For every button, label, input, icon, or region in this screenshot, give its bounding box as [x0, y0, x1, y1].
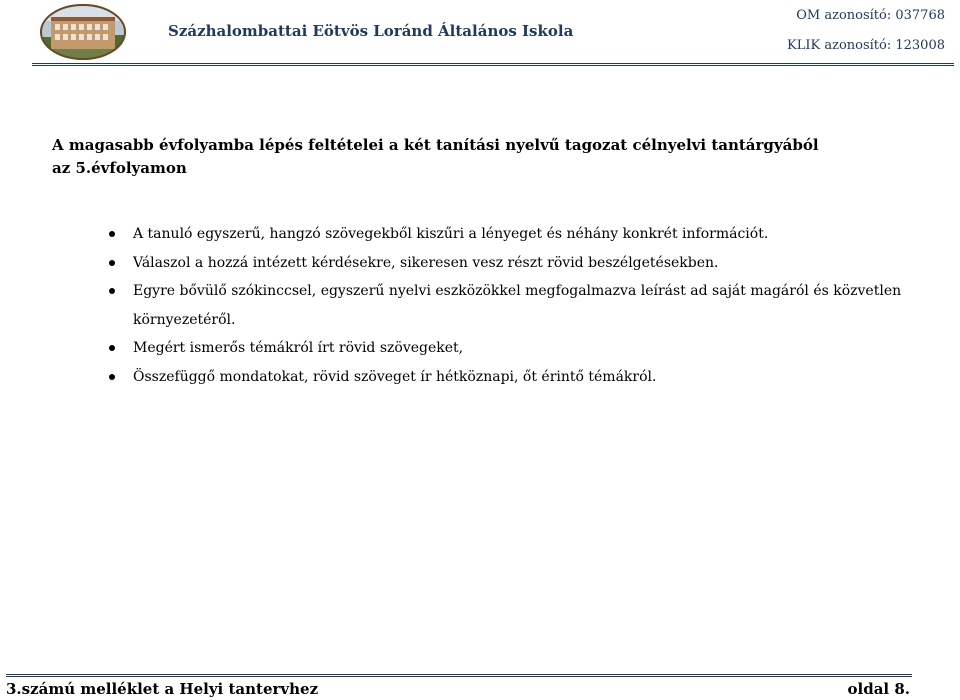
bullet-icon: [109, 231, 115, 237]
footer-annex-label: 3.számú melléklet a Helyi tantervhez: [6, 680, 319, 698]
list-item-text: Egyre bővülő szókinccsel, egyszerű nyelvi eszközökkel megfogalmazva leírást ad saját magáról és közvetlen környezetéről.: [133, 283, 902, 328]
footer-divider: [6, 674, 912, 677]
list-item-text: A tanuló egyszerű, hangzó szövegekből kiszűri a lényeget és néhány konkrét információt.: [133, 226, 769, 242]
list-item: [108, 363, 908, 392]
school-name: Százhalombattai Eötvös Loránd Általános Iskola: [168, 22, 574, 40]
bullet-icon: [109, 374, 115, 380]
list-item: [108, 334, 908, 363]
bullet-icon: [109, 288, 115, 294]
list-item: [108, 220, 908, 249]
header-divider: [32, 63, 954, 66]
list-item: [108, 277, 908, 334]
page-number: oldal 8.: [847, 680, 910, 698]
list-item: [108, 249, 908, 278]
bullet-icon: [109, 345, 115, 351]
school-logo: [39, 3, 127, 61]
section-title: A magasabb évfolyamba lépés feltételei a két tanítási nyelvű tagozat célnyelvi tantárgyából az 5.évfolyamon: [52, 136, 819, 177]
bullet-icon: [109, 260, 115, 266]
list-item-text: Válaszol a hozzá intézett kérdésekre, sikeresen vesz részt rövid beszélgetésekben.: [133, 254, 719, 271]
list-item-text: Összefüggő mondatokat, rövid szöveget ír hétköznapi, őt érintő témákról.: [133, 368, 657, 385]
list-item-text: Megért ismerős témákról írt rövid szövegeket,: [133, 340, 464, 356]
requirements-list: [108, 220, 908, 391]
om-id: OM azonosító: 037768: [796, 8, 945, 23]
klik-id: KLIK azonosító: 123008: [787, 38, 945, 53]
